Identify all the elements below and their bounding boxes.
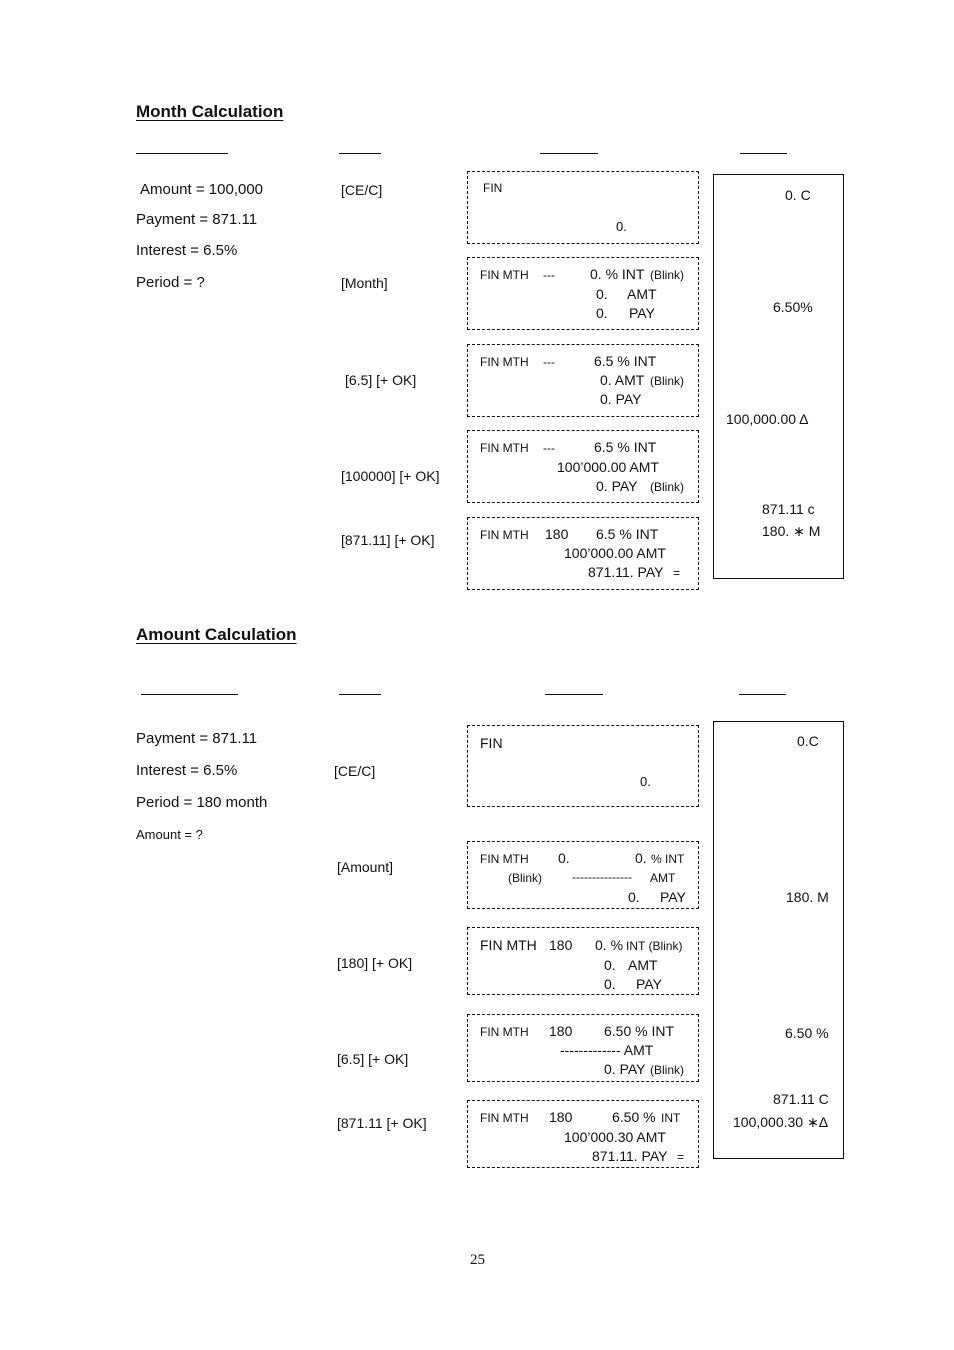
lcd-text: --- <box>543 355 555 369</box>
tape-line: 6.50 % <box>785 1025 829 1041</box>
lcd-text: 0. <box>616 219 627 234</box>
key-interest-entry: [6.5] [+ OK] <box>337 1051 409 1067</box>
key-amount-entry: [100000] [+ OK] <box>341 468 440 484</box>
tape-line: 180. ∗ M <box>762 523 821 539</box>
lcd-text: 0. <box>640 774 651 789</box>
lcd-display <box>467 1014 699 1082</box>
lcd-text: 6.50 % INT <box>604 1023 675 1039</box>
tape-line: 871.11 C <box>773 1091 829 1107</box>
given-interest: Interest = 6.5% <box>136 762 238 779</box>
lcd-text: --- <box>543 268 555 282</box>
lcd-text: (Blink) <box>650 480 685 494</box>
lcd-text: 0. PAY <box>600 391 642 407</box>
lcd-text: 100’000.00 AMT <box>557 459 659 475</box>
column-rule-keys <box>339 694 381 695</box>
tape-line: 100,000.30 ∗Δ <box>733 1114 829 1130</box>
lcd-text: 0. <box>604 957 616 973</box>
lcd-text: FIN MTH <box>480 852 529 866</box>
lcd-text: FIN MTH <box>480 1111 529 1125</box>
tape-line: 871.11 c <box>762 501 815 517</box>
lcd-text: (Blink) <box>650 374 685 388</box>
lcd-display <box>467 517 699 590</box>
given-interest: Interest = 6.5% <box>136 242 238 259</box>
lcd-text: --------------- <box>572 870 632 884</box>
lcd-text: = <box>677 1150 685 1164</box>
lcd-display <box>467 171 699 244</box>
lcd-text: AMT <box>628 957 658 973</box>
lcd-text: 0. <box>596 286 608 302</box>
lcd-text: AMT <box>627 286 657 302</box>
lcd-text: 0. % <box>595 937 624 953</box>
given-amount: Amount = 100,000 <box>140 181 264 198</box>
lcd-display <box>467 257 699 330</box>
lcd-text: 0. <box>558 850 570 866</box>
lcd-text: FIN <box>483 181 503 195</box>
lcd-text: % INT <box>651 852 685 866</box>
column-rule-given <box>141 694 238 695</box>
lcd-text: 0. <box>604 976 616 992</box>
key-payment-entry: [871.11] [+ OK] <box>341 532 435 548</box>
lcd-text: (Blink) <box>650 1063 685 1077</box>
lcd-text: 0. PAY <box>596 478 638 494</box>
printer-tape <box>713 721 844 1159</box>
lcd-text: 180 <box>545 526 569 542</box>
lcd-text: 871.11. PAY <box>588 564 664 580</box>
given-period: Period = 180 month <box>136 794 268 811</box>
tape-line: 100,000.00 Δ <box>726 411 809 427</box>
lcd-text: 180 <box>549 937 573 953</box>
lcd-text: FIN MTH <box>480 1025 529 1039</box>
tape-line: 180. M <box>786 889 829 905</box>
lcd-text: (Blink) <box>508 871 543 885</box>
given-payment: Payment = 871.11 <box>136 211 258 228</box>
lcd-text: 6.5 % INT <box>594 353 657 369</box>
column-rule-display <box>545 694 603 695</box>
lcd-text: FIN MTH <box>480 441 529 455</box>
lcd-text: 0. <box>635 850 647 866</box>
page-number: 25 <box>470 1252 485 1268</box>
printer-tape <box>713 174 844 579</box>
key-ce-c: [CE/C] <box>341 182 383 198</box>
lcd-text: PAY <box>629 305 655 321</box>
lcd-text: = <box>673 566 681 580</box>
lcd-text: FIN MTH <box>480 528 529 542</box>
key-payment-entry: [871.11 [+ OK] <box>337 1115 427 1131</box>
lcd-display <box>467 725 699 807</box>
tape-line: 0.C <box>797 733 819 749</box>
key-period-entry: [180] [+ OK] <box>337 955 413 971</box>
given-period: Period = ? <box>136 274 205 291</box>
lcd-text: 0. <box>596 305 608 321</box>
lcd-text: FIN MTH <box>480 355 529 369</box>
lcd-text: 100’000.30 AMT <box>564 1129 666 1145</box>
key-interest-entry: [6.5] [+ OK] <box>345 372 417 388</box>
amount-calculation-heading: Amount Calculation <box>136 625 297 644</box>
lcd-text: 6.50 % <box>612 1109 656 1125</box>
lcd-text: ------------- AMT <box>560 1042 654 1058</box>
lcd-display <box>467 430 699 503</box>
lcd-text: 0. PAY <box>604 1061 646 1077</box>
lcd-text: 0. % INT <box>590 266 645 282</box>
lcd-text: --- <box>543 441 555 455</box>
lcd-display <box>467 1100 699 1168</box>
column-rule-tape <box>740 153 787 154</box>
lcd-text: 100’000.00 AMT <box>564 545 666 561</box>
lcd-text: 871.11. PAY <box>592 1148 668 1164</box>
lcd-text: FIN MTH <box>480 268 529 282</box>
lcd-text: 6.5 % INT <box>596 526 659 542</box>
tape-line: 0. C <box>785 187 811 203</box>
lcd-text: 180 <box>549 1109 573 1125</box>
lcd-text: AMT <box>650 871 676 885</box>
lcd-text: PAY <box>636 976 662 992</box>
lcd-text: FIN <box>480 735 503 751</box>
column-rule-tape <box>739 694 786 695</box>
given-amount: Amount = ? <box>136 827 203 842</box>
lcd-text: 6.5 % INT <box>594 439 657 455</box>
key-month: [Month] <box>341 275 388 291</box>
given-payment: Payment = 871.11 <box>136 730 258 747</box>
lcd-text: 0. AMT <box>600 372 645 388</box>
lcd-text: PAY <box>660 889 686 905</box>
lcd-text: 180 <box>549 1023 573 1039</box>
lcd-display <box>467 927 699 995</box>
lcd-text: FIN MTH <box>480 937 537 953</box>
lcd-display <box>467 344 699 417</box>
lcd-text: 0. <box>628 889 640 905</box>
key-ce-c: [CE/C] <box>334 763 376 779</box>
lcd-text: (Blink) <box>650 268 685 282</box>
column-rule-display <box>540 153 598 154</box>
column-rule-keys <box>339 153 381 154</box>
key-amount: [Amount] <box>337 859 394 875</box>
lcd-text: INT (Blink) <box>626 939 683 953</box>
lcd-display <box>467 841 699 909</box>
month-calculation-heading: Month Calculation <box>136 102 284 121</box>
column-rule-given <box>136 153 228 154</box>
lcd-text: INT <box>661 1111 681 1125</box>
tape-line: 6.50% <box>773 299 813 315</box>
